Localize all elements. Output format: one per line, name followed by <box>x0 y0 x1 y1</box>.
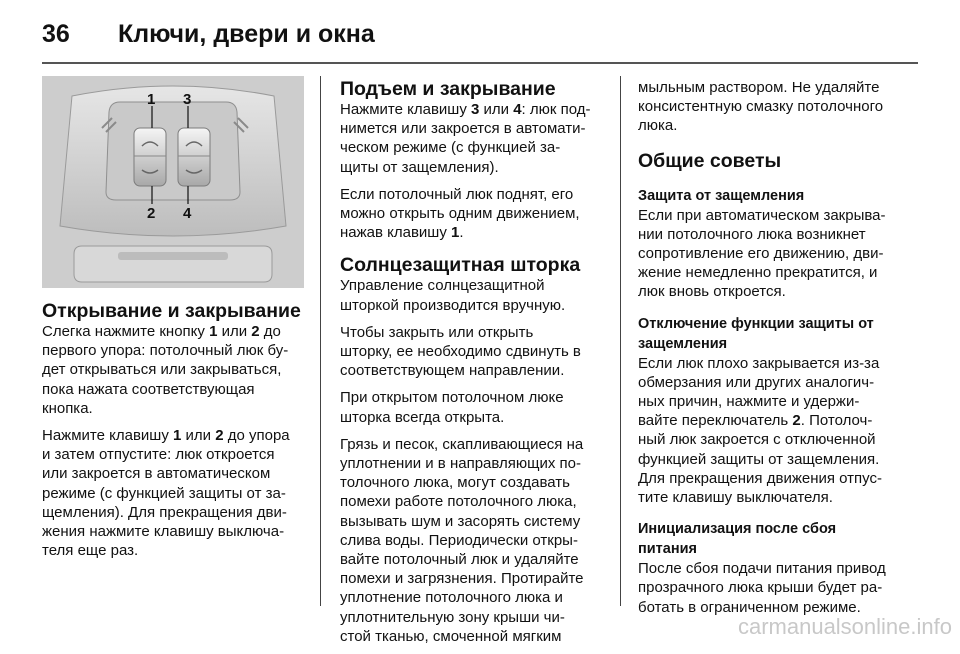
column-3 <box>638 78 918 625</box>
col2-paragraph-5: При открытом потолочном люке шторка всегда открыта. <box>340 389 564 426</box>
col2-paragraph-3: Управление солнцезащитной шторкой производится вручную. <box>340 277 566 314</box>
col2-paragraph-6: Грязь и песок, скапливающиеся на уплотнении и в направляющих по- толочного люка, могут создавать помехи работе потолочного люка, вызывать шум и засорять систему слива воды. Периодически откры- вайте потолочный люк и удаляйте помехи и загрязнения. Протирайте уплотнение потолочного люка и уплотнительную зону крыши чи- стой тканью, смоченной мягким <box>340 435 584 645</box>
heading-raise-close: Подъем и закрывание <box>340 78 556 100</box>
heading-opening-closing: Открывание и закрывание <box>42 300 301 322</box>
subheading-pinch-protection: Защита от защемления <box>638 187 805 204</box>
sunroof-switch-panel-illustration <box>42 76 304 288</box>
callout-2: 2 <box>147 205 156 222</box>
section-title: Ключи, двери и окна <box>118 20 375 48</box>
col2-paragraph-4: Чтобы закрыть или открыть шторку, ее необходимо сдвинуть в соответствующем направлении. <box>340 323 581 380</box>
callout-3: 3 <box>183 91 192 108</box>
col3-paragraph-2: Если при автоматическом закрыва- нии потолочного люка возникнет сопротивление его движению, дви- жение немедленно прекратится, и люк вновь откроется. <box>638 206 886 301</box>
page-header <box>42 14 918 54</box>
header-rule <box>42 62 918 64</box>
column-divider-1 <box>320 76 321 606</box>
page-number: 36 <box>42 20 70 48</box>
col3-paragraph-3: Если люк плохо закрывается из-за обмерзания или других аналогич- ных причин, нажмите и удержи- вайте переключатель 2. Потолоч- ный люк закроется с отключенной функцией защиты от защемления. Для прекращения движения отпус- тите клавишу выключателя. <box>638 354 882 507</box>
col3-paragraph-1: мыльным раствором. Не удаляйте консистентную смазку потолочного люка. <box>638 79 884 135</box>
col2-paragraph-2: Если потолочный люк поднят, его можно открыть одним движением, нажав клавишу 1. <box>340 185 580 242</box>
sunroof-switch-figure <box>42 76 304 288</box>
callout-1: 1 <box>147 91 156 108</box>
watermark: carmanualsonline.info <box>737 614 952 639</box>
column-2 <box>340 78 608 654</box>
col3-paragraph-4: После сбоя подачи питания привод прозрачного люка крыши будет ра- ботать в ограниченном режиме. <box>638 560 886 616</box>
subheading-disable-pinch-protection: Отключение функции защиты от защемления <box>638 315 874 352</box>
column-divider-2 <box>620 76 621 606</box>
column-1 <box>42 300 304 568</box>
heading-sunshade: Солнцезащитная шторка <box>340 254 581 277</box>
col1-paragraph-2: Нажмите клавишу 1 или 2 до упора и затем отпустите: люк откроется или закроется в автоматическом режиме (с функцией защиты от за- щемления). Для прекращения дви- жения нажмите клавишу выключа- теля еще раз. <box>42 427 290 560</box>
col1-paragraph-1: Слегка нажмите кнопку 1 или 2 до первого упора: потолочный люк бу- дет открываться или закрываться, пока нажата соответствующая кнопка. <box>42 323 289 417</box>
subheading-initialization: Инициализация после сбоя питания <box>638 521 837 558</box>
col2-paragraph-1: Нажмите клавишу 3 или 4: люк под- нимется или закроется в автомати- ческом режиме (с функцией за- щиты от защемления). <box>340 101 591 176</box>
callout-4: 4 <box>183 205 192 222</box>
heading-general-tips: Общие советы <box>638 149 782 172</box>
